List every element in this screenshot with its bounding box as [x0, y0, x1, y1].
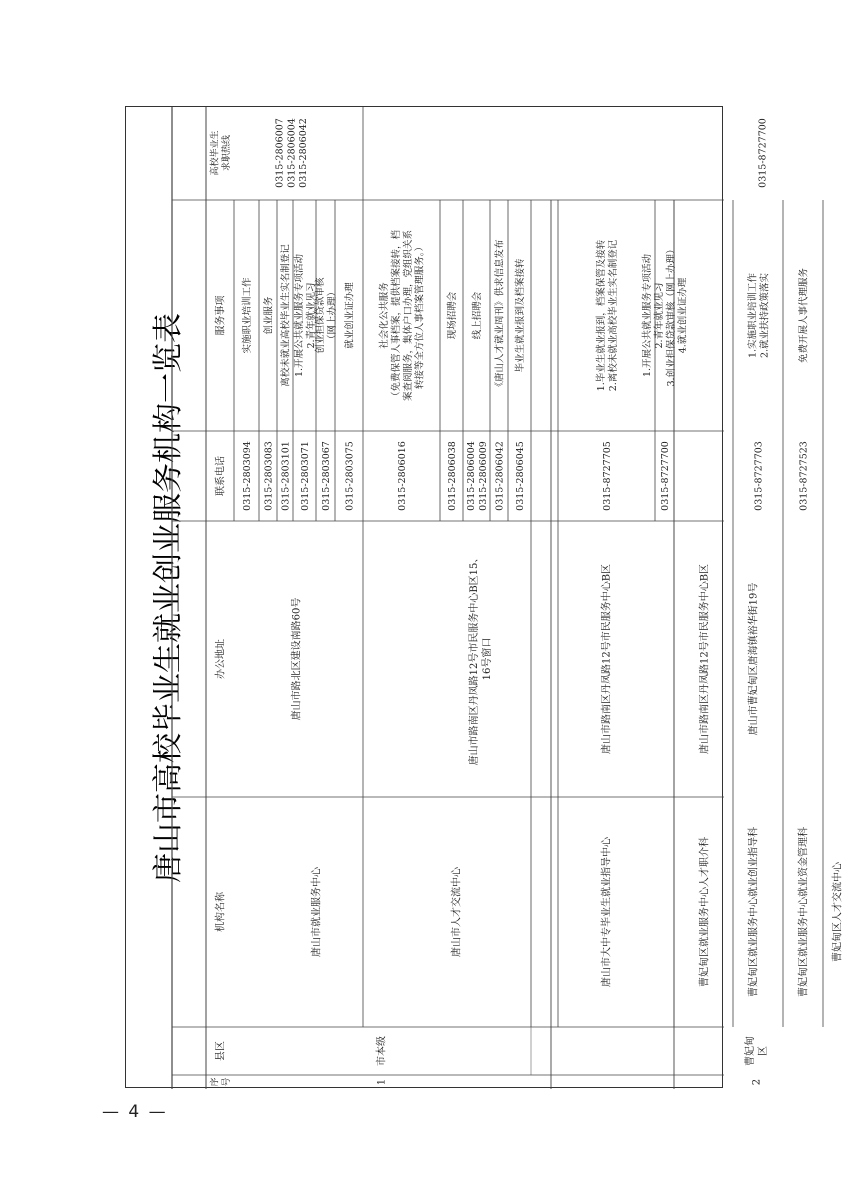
- phone-number: 0315-2806016: [396, 441, 408, 511]
- service-item: 1.开展公共就业服务专项活动2.青年就业见习: [293, 253, 317, 378]
- group-hotline: 0315-8727700: [757, 118, 769, 188]
- office-address: 唐山市路南区丹凤路12号市民服务中心B区: [601, 563, 613, 755]
- header-phone: 联系电话: [215, 456, 227, 496]
- service-item: 免费开展人事代理服务: [798, 267, 810, 364]
- phone-number: 0315-2806042: [494, 441, 506, 511]
- group-county: 曹妃甸 区: [745, 1036, 769, 1066]
- page-number: — 4 —: [102, 1102, 168, 1122]
- phone-number: 0315-8727705: [601, 441, 613, 511]
- group-county: 市本级: [376, 1036, 388, 1066]
- agency-name: 唐山市大中专毕业生就业指导中心: [601, 837, 613, 987]
- header-agency: 机构名称: [215, 892, 227, 932]
- service-item: 1.实施职业培训工作2.就业扶持政策落实: [747, 272, 771, 359]
- header-hotline: 高校毕业生求职热线: [210, 130, 232, 176]
- service-item: 创业服务: [263, 296, 275, 335]
- agency-name: 曹妃甸区就业服务中心就业资金管理科: [798, 827, 810, 997]
- agency-name: 曹妃甸区就业服务中心人才职介科: [699, 837, 711, 987]
- service-item: 毕业生就业报到及档案接转: [514, 258, 526, 373]
- agency-name: 唐山市人才交流中心: [451, 867, 463, 957]
- phone-number: 0315-8727700: [659, 441, 671, 511]
- document-title: 唐山市高校毕业生就业创业服务机构一览表: [151, 313, 186, 883]
- phone-number: 0315-8727523: [798, 441, 810, 511]
- service-item: 就业创业证办理: [344, 282, 356, 349]
- office-address: 唐山市路北区建设南路60号: [291, 597, 303, 721]
- phone-number: 0315-2803075: [344, 441, 356, 511]
- office-address: 唐山市曹妃甸区唐海镇裕华街19号: [748, 582, 760, 736]
- header-address: 办公地址: [215, 639, 227, 679]
- table-sheet: [125, 106, 844, 1088]
- phone-number: 0315-2803067: [320, 441, 332, 511]
- service-item: 离校未就业高校毕业生实名制登记: [280, 244, 292, 387]
- phone-number: 0315-2803071: [299, 441, 311, 511]
- service-item: 1.开展公共就业服务专项活动2.青年就业见习3.创业担保贷款审核（网上办理）4.就业创业证办理: [642, 244, 689, 387]
- service-item: 《唐山人才就业周刊》供求信息发布: [494, 239, 506, 392]
- agency-name: 唐山市就业服务中心: [311, 867, 323, 957]
- rotated-table: [126, 107, 844, 1089]
- office-address: 唐山市路南区丹凤路12号市民服务中心B区15、 16号窗口: [469, 552, 493, 766]
- phone-number: 0315-2803083: [263, 441, 275, 511]
- group-seq: 2: [751, 1078, 763, 1086]
- phone-number: 0315-2806038: [446, 441, 458, 511]
- service-item: 1.毕业生就业报到，档案保管及接转2.离校未就业高校毕业生实名制登记: [595, 239, 619, 392]
- phone-number: 0315-28060040315-2806009: [465, 441, 489, 511]
- agency-name: 曹妃甸区人才交流中心: [832, 862, 844, 962]
- service-item: 现场招聘会: [446, 291, 458, 340]
- agency-name: 曹妃甸区就业服务中心就业创业指导科: [748, 827, 760, 997]
- group-hotline: 0315-28060070315-28060040315-2806042: [274, 118, 310, 188]
- service-item: 创业担保贷款审核（网上办理）: [314, 277, 338, 354]
- header-county: 县区: [215, 1041, 227, 1061]
- group-seq: 1: [376, 1078, 388, 1086]
- phone-number: 0315-2803101: [280, 441, 292, 511]
- phone-number: 0315-8727703: [753, 441, 765, 511]
- phone-number: 0315-2806045: [514, 441, 526, 511]
- header-service: 服务事项: [215, 295, 227, 336]
- service-item: 实施职业培训工作: [241, 277, 253, 354]
- phone-number: 0315-2803094: [241, 441, 253, 511]
- service-item: 线上招聘会: [471, 291, 483, 340]
- header-seq: 序号: [210, 1077, 232, 1087]
- service-item: 社会化公共服务（免费保管人事档案，提供档案接转，档案查阅服务，集体户口办理，党组织关系转接等全方位人事档案管理服务。）: [379, 229, 426, 402]
- office-address: 唐山市路南区丹凤路12号市民服务中心B区: [699, 563, 711, 755]
